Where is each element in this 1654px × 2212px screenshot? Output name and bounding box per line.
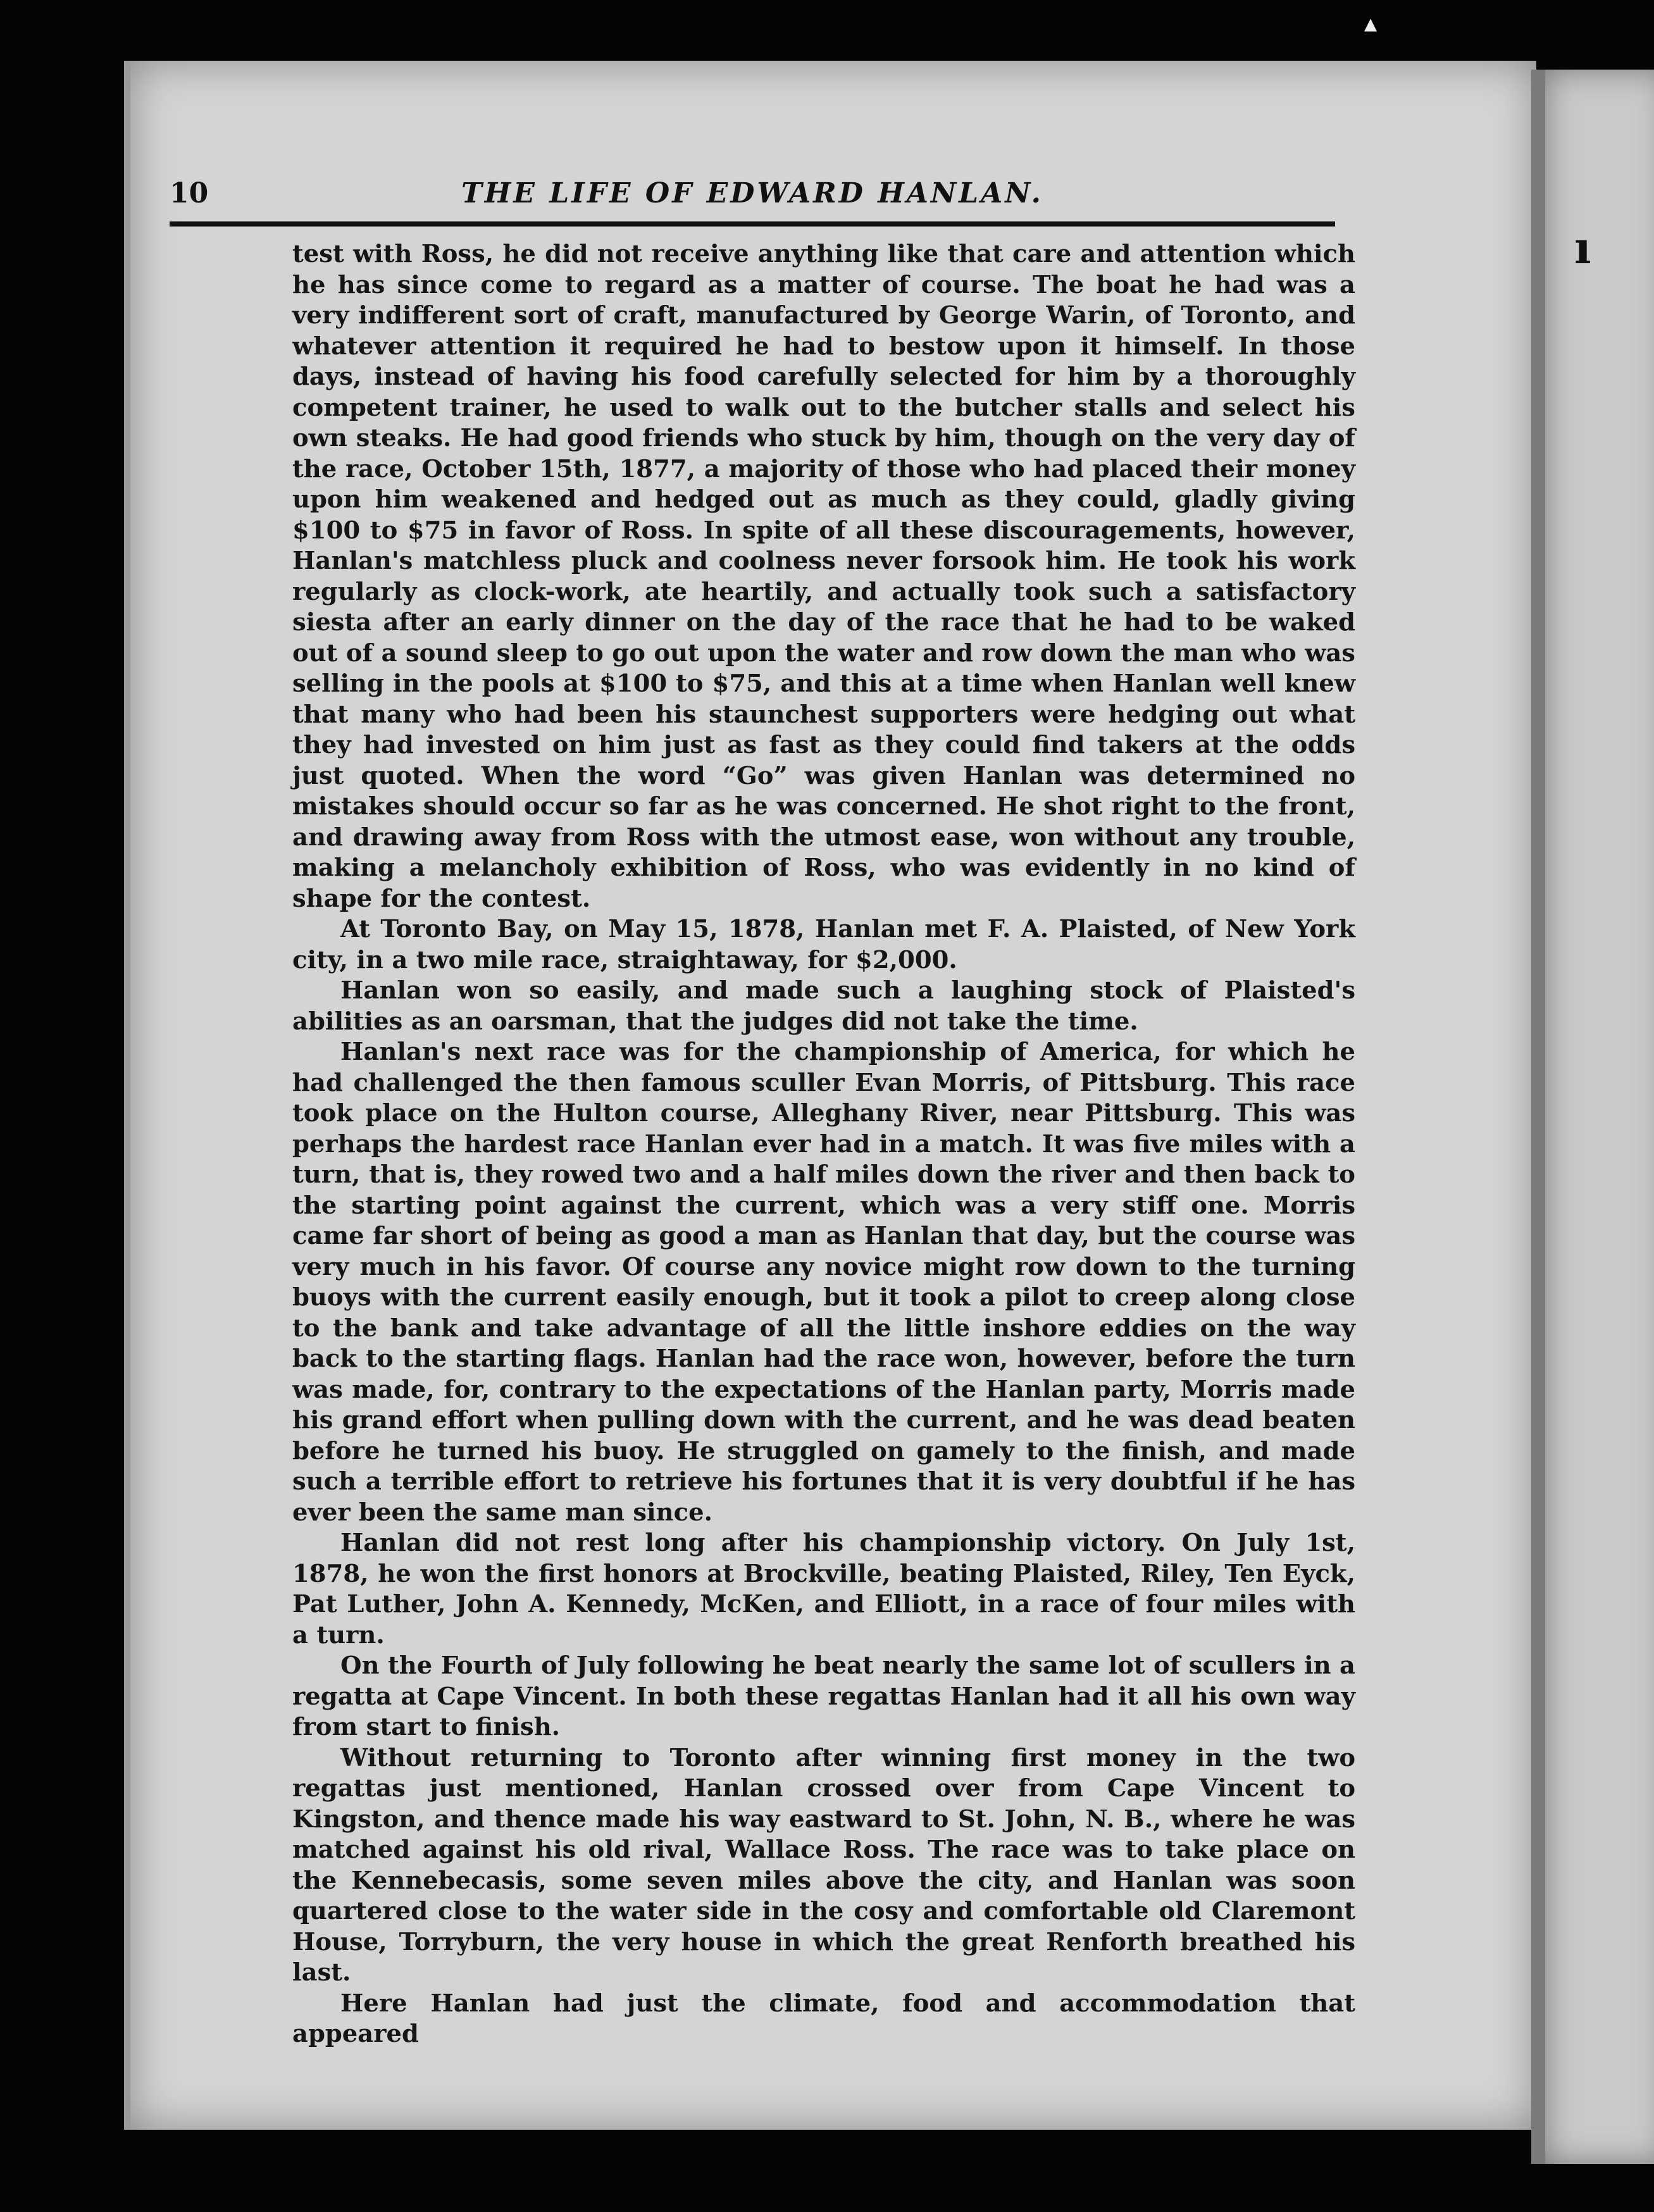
page-header	[170, 177, 1335, 227]
page-number: 10	[170, 177, 209, 209]
paragraph: Without returning to Toronto after winning first money in the two regattas just mentioned, Hanlan crossed over from Cape Vincent to Kingston, and thence made his way eastward to St. John, N. B., where he was matched against his old rival, Wallace Ross. The race was to take place on the Kennebecasis, some seven miles above the city, and Hanlan was soon quartered close to the water side in the cosy and comfortable old Claremont House, Torryburn, the very house in which the great Renforth breathed his last.	[292, 1743, 1355, 1987]
paragraph: At Toronto Bay, on May 15, 1878, Hanlan met F. A. Plaisted, of New York city, in a two mile race, straightaway, for $2,000.	[292, 915, 1355, 974]
facing-page-mark: ı	[1574, 221, 1591, 274]
paragraph: Here Hanlan had just the climate, food and accommodation that appeared	[292, 1989, 1355, 2048]
paragraph: test with Ross, he did not receive anything like that care and attention which he has since come to regard as a matter of course. The boat he had was a very indifferent sort of craft, manufactured by George Warin, of Toronto, and whatever attention it required he had to bestow upon it himself. In those days, instead of having his food carefully selected for him by a thoroughly competent trainer, he used to walk out to the butcher stalls and select his own steaks. He had good friends who stuck by him, though on the very day of the race, October 15th, 1877, a majority of those who had placed their money upon him weakened and hedged out as much as they could, gladly giving $100 to $75 in favor of Ross. In spite of all these discouragements, however, Hanlan's matchless pluck and coolness never forsook him. He took his work regularly as clock-work, ate heartily, and actually took such a satisfactory siesta after an early dinner on the day of the race that he had to be waked out of a sound sleep to go out upon the water and row down the man who was selling in the pools at $100 to $75, and this at a time when Hanlan well knew that many who had been his staunchest supporters were hedging out what they had invested on him just as fast as they could find takers at the odds just quoted. When the word “Go” was given Hanlan was determined no mistakes should occur so far as he was concerned. He shot right to the front, and drawing away from Ross with the utmost ease, won without any trouble, making a melancholy exhibition of Ross, who was evidently in no kind of shape for the contest.	[292, 240, 1355, 913]
paragraph: On the Fourth of July following he beat nearly the same lot of scullers in a regatta at Cape Vincent. In both these regattas Hanlan had it all his own way from start to finish.	[292, 1651, 1355, 1741]
corner-mark: ▴	[1364, 9, 1377, 38]
paragraph: Hanlan won so easily, and made such a laughing stock of Plaisted's abilities as an oarsman, that the judges did not take the time.	[292, 976, 1355, 1036]
facing-page-edge	[1531, 70, 1654, 2164]
paragraph: Hanlan's next race was for the championship of America, for which he had challenged the then famous sculler Evan Morris, of Pittsburg. This race took place on the Hulton course, Alleghany River, near Pittsburg. This was perhaps the hardest race Hanlan ever had in a match. It was five miles with a turn, that is, they rowed two and a half miles down the river and then back to the starting point against the current, which was a very stiff one. Morris came far short of being as good a man as Hanlan that day, but the course was very much in his favor. Of course any novice might row down to the turning buoys with the current easily enough, but it took a pilot to creep along close to the bank and take advantage of all the little inshore eddies on the way back to the starting flags. Hanlan had the race won, however, before the turn was made, for, contrary to the expectations of the Hanlan party, Morris made his grand effort when pulling down with the current, and he was dead beaten before he turned his buoy. He struggled on gamely to the finish, and made such a terrible effort to retrieve his fortunes that it is very doubtful if he has ever been the same man since.	[292, 1038, 1355, 1527]
running-title: THE LIFE OF EDWARD HANLAN.	[461, 177, 1043, 209]
paragraph: Hanlan did not rest long after his championship victory. On July 1st, 1878, he won the first honors at Brockville, beating Plaisted, Riley, Ten Eyck, Pat Luther, John A. Kennedy, McKen, and Elliott, in a race of four miles with a turn.	[292, 1529, 1355, 1650]
body-text	[292, 239, 1355, 2050]
